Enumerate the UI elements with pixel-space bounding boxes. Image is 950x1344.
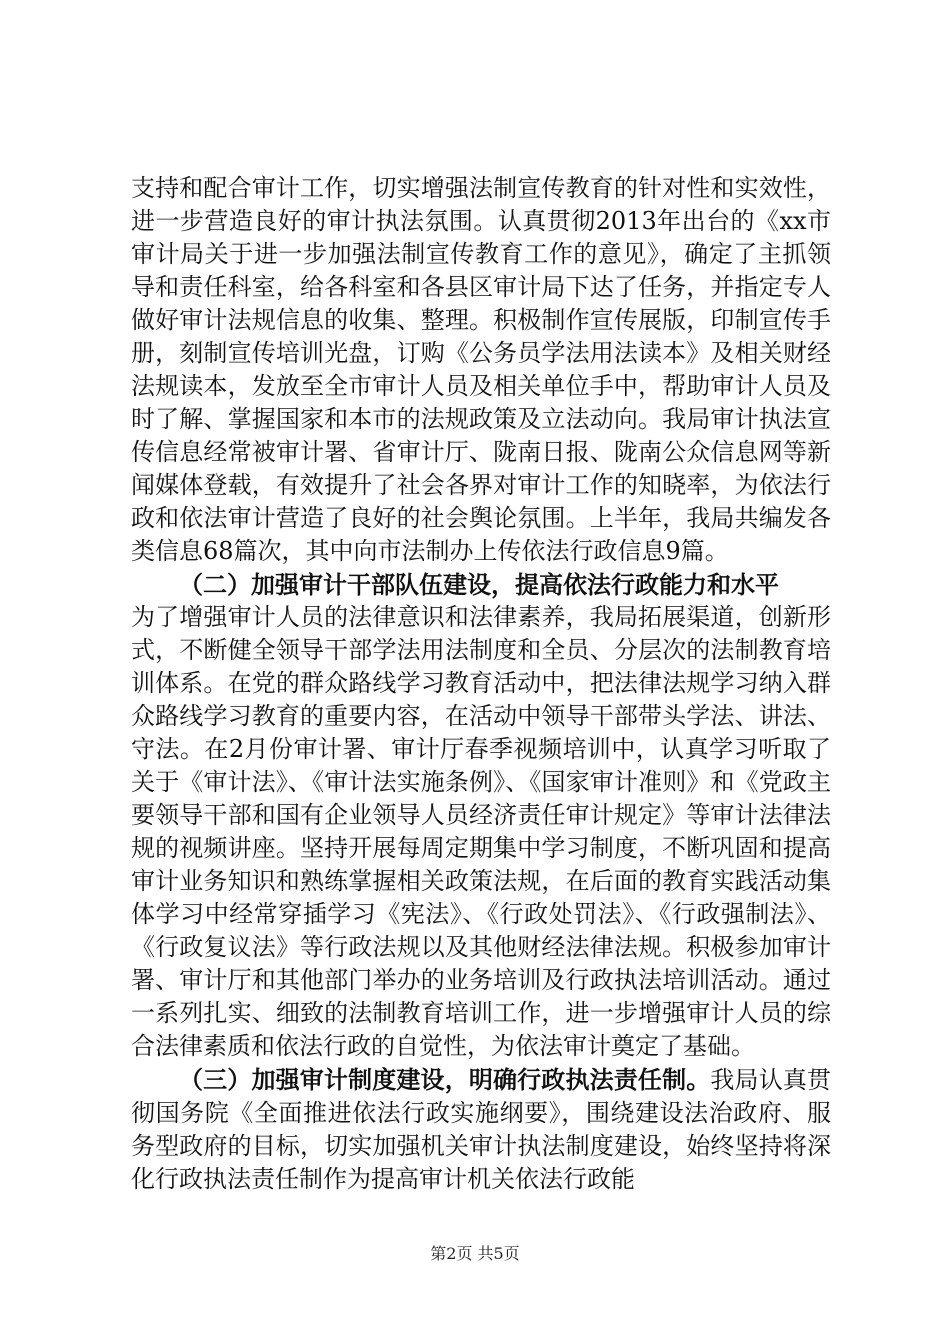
body-paragraph bbox=[131, 172, 831, 568]
paragraph-text: 我局认真贯彻国务院《全面推进依法行政实施纲要》，围绕建设法治政府、服务型政府的目标，切实加强机关审计执法制度建设，始终坚持将深化行政执法责任制作为提高审计机关依法行政能 bbox=[131, 1066, 832, 1193]
section-heading bbox=[131, 568, 831, 601]
body-paragraph bbox=[131, 601, 831, 1063]
document-body bbox=[131, 172, 831, 1196]
body-paragraph-with-heading bbox=[131, 1063, 831, 1196]
heading-text: （二）加强审计干部队伍建设，提高依法行政能力和水平 bbox=[179, 570, 779, 599]
paragraph-text: 为了增强审计人员的法律意识和法律素养，我局拓展渠道，创新形式，不断健全领导干部学法用法制度和全员、分层次的法制教育培训体系。在党的群众路线学习教育活动中，把法律法规学习纳入群众路线学习教育的重要内容，在活动中领导干部带头学法、讲法、守法。在2月份审计署、审计厅春季视频培训中，认真学习听取了关于《审计法》、《审计法实施条例》、《国家审计准则》和《党政主要领导干部和国有企业领导人员经济责任审计规定》等审计法律法规的视频讲座。坚持开展每周定期集中学习制度，不断巩固和提高审计业务知识和熟练掌握相关政策法规，在后面的教育实践活动集体学习中经常穿插学习《宪法》、《行政处罚法》、《行政强制法》、《行政复议法》等行政法规以及其他财经法律法规。积极参加审计署、审计厅和其他部门举办的业务培训及行政执法培训活动。通过一系列扎实、细致的法制教育培训工作，进一步增强审计人员的综合法律素质和依法行政的自觉性，为依法审计奠定了基础。 bbox=[131, 603, 831, 1060]
paragraph-text: 支持和配合审计工作，切实增强法制宣传教育的针对性和实效性，进一步营造良好的审计执法氛围。认真贯彻2013年出台的《xx市审计局关于进一步加强法制宣传教育工作的意见》，确定了主抓领导和责任科室，给各科室和各县区审计局下达了任务，并指定专人做好审计法规信息的收集、整理。积极制作宣传展版，印制宣传手册，刻制宣传培训光盘，订购《公务员学法用法读本》及相关财经法规读本，发放至全市审计人员及相关单位手中，帮助审计人员及时了解、掌握国家和本市的法规政策及立法动向。我局审计执法宣传信息经常被审计署、省审计厅、陇南日报、陇南公众信息网等新闻媒体登载，有效提升了社会各界对审计工作的知晓率，为依法行政和依法审计营造了良好的社会舆论氛围。上半年，我局共编发各类信息68篇次，其中向市法制办上传依法行政信息9篇。 bbox=[131, 174, 831, 565]
page-number: 第2页 共5页 bbox=[430, 1244, 520, 1263]
page-footer bbox=[0, 1244, 950, 1264]
inline-heading: （三）加强审计制度建设，明确行政执法责任制。 bbox=[179, 1065, 711, 1094]
